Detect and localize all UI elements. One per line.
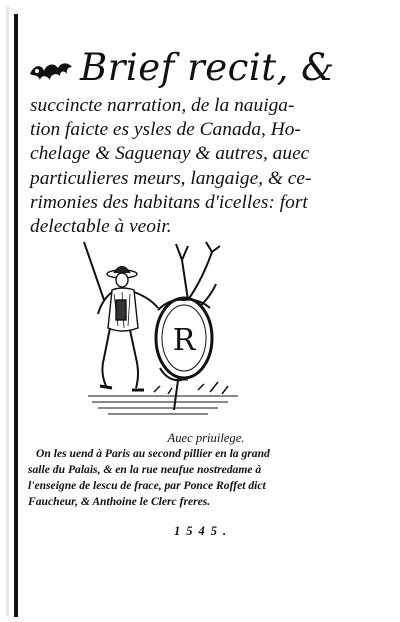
privilege-line: Auec priuilege.: [167, 431, 245, 445]
printer-mark-letter: R: [172, 323, 196, 358]
page-shadow: [6, 6, 9, 616]
subtitle-line: succincte narration, de la nauiga-: [30, 95, 295, 116]
printer-shield: [156, 298, 212, 380]
imprint-line: Faucheur, & Anthoine le Clerc freres.: [28, 495, 211, 508]
page-title: Brief recit, &: [80, 46, 335, 89]
title-row: [28, 46, 368, 92]
fleuron-ornament-icon: [28, 58, 74, 84]
subtitle-line: tion faicte es ysles de Canada, Ho-: [30, 119, 301, 141]
imprint-line: l'enseigne de lescu de frace, par Ponce Roffet dict: [28, 479, 266, 492]
woodcut-illustration: [78, 240, 242, 422]
subtitle-line: chelage & Saguenay & autres, auec: [30, 143, 310, 165]
imprint-line: salle du Palais, & en la rue neufue nostredame à: [28, 463, 262, 476]
publication-year: 1545.: [173, 524, 233, 538]
imprint-block: [28, 431, 378, 539]
subtitle-line: delectable à veoir.: [30, 216, 172, 238]
imprint-line: On les uend à Paris au second pillier en la grand: [36, 447, 270, 460]
woodsman-figure: [84, 242, 158, 390]
subtitle-block: [30, 94, 375, 239]
subtitle-line: particulieres meurs, langaige, & ce-: [30, 167, 312, 189]
subtitle-line: rimonies des habitans d'icelles: fort: [30, 191, 308, 213]
